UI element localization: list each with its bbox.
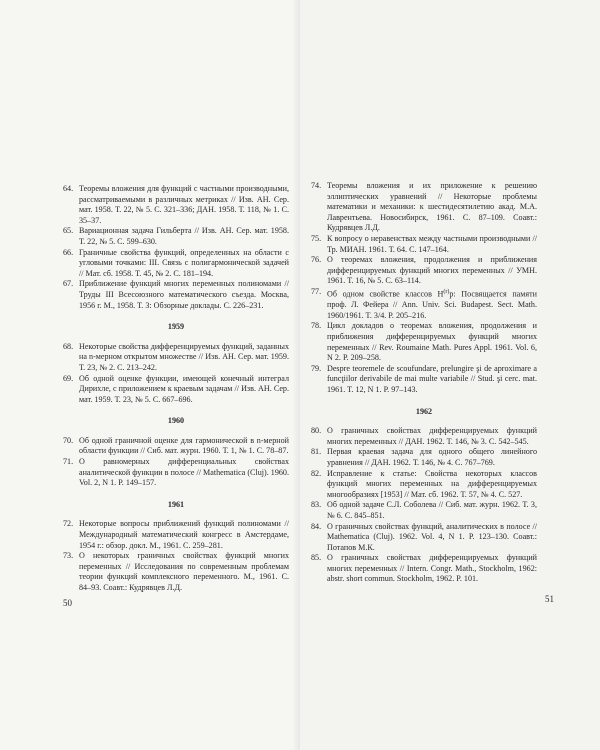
entry-text: Об одной оценке функции, имеющей конечный интеграл Дирихле, с приложением к краевым задачам // Изв. АН. Сер. мат. 1959. Т. 23, № 5. С. 667–696.	[79, 373, 289, 404]
entry-number: 67.	[63, 279, 74, 289]
entry-number: 76.	[311, 255, 322, 265]
entry-number: 78.	[311, 321, 322, 331]
entry-text: О теоремах вложения, продолжения и приближения дифференцируемых функций многих переменных // УМН. 1961. Т. 16, № 5. С. 63–114.	[327, 255, 537, 286]
page-number-left: 50	[63, 598, 72, 608]
entry-text: Первая краевая задача для одного общего линейного уравнения // ДАН. 1962. Т. 146, № 4. С. 767–769.	[327, 447, 537, 467]
bib-entry	[311, 181, 537, 234]
entry-number: 74.	[311, 181, 322, 190]
entry-text: Вариационная задача Гильберта // Изв. АН. Сер. мат. 1958. Т. 22, № 5. С. 599–630.	[79, 226, 289, 246]
entry-number: 70.	[63, 435, 74, 445]
entry-text: О граничных свойствах функций, аналитических в полосе // Mathematica (Cluj). 1962. Vol. 4, N 1. P. 123–130. Соавт.: Потапов М.К.	[327, 521, 537, 552]
bib-entry	[63, 342, 289, 374]
entry-number: 79.	[311, 363, 322, 373]
entry-text: Приближение функций многих переменных полиномами // Труды III Всесоюзного математического съезда. Москва, 1956 г. М., 1958. Т. 3: Обзорные доклады. С. 226–231.	[79, 279, 289, 310]
entry-superscript: (r)	[443, 288, 450, 295]
page-number-right: 51	[545, 594, 554, 604]
bib-entry	[311, 447, 537, 468]
entry-number: 82.	[311, 468, 322, 478]
entry-number: 77.	[311, 286, 322, 296]
entry-text: К вопросу о неравенствах между частными производными // Тр. МИАН. 1961. Т. 64. С. 147–164.	[327, 233, 537, 254]
entry-number: 80.	[311, 426, 322, 436]
entry-number: 66.	[63, 247, 74, 257]
bib-entry	[63, 374, 289, 406]
entry-number: 75.	[311, 233, 322, 243]
entry-text: Цикл докладов о теоремах вложения, продолжения и приближения дифференцируемых функций многих переменных // Rev. Roumaine Math. Pures Appl. 1961. Vol. 6, N 2. P. 209–258.	[327, 321, 537, 363]
bib-entry	[311, 426, 537, 447]
entry-text: О равномерных дифференциальных свойствах аналитической функции в полосе // Mathematica (Cluj). 1960. Vol. 2, N 1. P. 149–157.	[79, 457, 289, 488]
entry-number: 65.	[63, 226, 74, 236]
bib-entry	[311, 234, 537, 255]
entry-text-before: Об одном свойстве классов H	[327, 289, 444, 299]
year-heading-1960: 1960	[167, 416, 185, 426]
entry-text: Об одной граничной оценке для гармонической в n-мерной области функции // Сиб. мат. журн. 1960. Т. 1, № 1. С. 78–87.	[79, 435, 289, 456]
entry-number: 73.	[63, 551, 74, 561]
entry-text: Некоторые вопросы приближений функций полиномами // Международный математический конгресс в Амстердаме, 1954 г.: обзор. докл. М., 1961. С. 259–281.	[79, 519, 289, 550]
entry-number: 64.	[63, 184, 74, 193]
bib-entry	[63, 184, 289, 226]
entry-text: Despre teoremele de scoufundare, prelungire şi de aproximare a funcţiilor derivabile de mai multe variabile // Stud. şi cerc. mat. 1961. T. 12, N 1. P. 97–143.	[327, 363, 537, 394]
year-heading-1962: 1962	[415, 406, 433, 416]
bib-entry	[63, 519, 289, 551]
year-heading-1959: 1959	[167, 322, 185, 332]
entry-text: Граничные свойства функций, определенных на области с угловыми точками: III. Связь с полигармонической задачей // Мат. сб. 1958. Т. 45, № 2. С. 181–194.	[79, 247, 289, 278]
bib-entry	[311, 500, 537, 521]
bib-entry	[63, 248, 289, 280]
entry-text: О граничных свойствах дифференцируемых функций многих переменных // ДАН. 1962. Т. 146, № 3. С. 542–545.	[327, 426, 537, 446]
entry-text: Теоремы вложения и их приложение к решению эллиптических уравнений // Некоторые проблемы математики и механики: к шестидесятилетию акад. М.А. Лаврентьева. Новосибирск, 1961. С. 87–109. Соавт.: Кудрявцев Л.Д.	[327, 181, 537, 233]
bib-entry	[311, 469, 537, 501]
entry-number: 72.	[63, 519, 74, 529]
bib-entry	[63, 226, 289, 247]
bib-entry	[311, 287, 537, 321]
bib-entry	[311, 255, 537, 287]
bib-entry	[311, 321, 537, 363]
entry-number: 71.	[63, 457, 74, 467]
entry-text: О граничных свойствах дифференцируемых функций многих переменных // Intern. Congr. Math., Stockholm, 1962: abstr. short commun. Stockholm, 1962. P. 101.	[327, 553, 537, 584]
entry-text: Об одной задаче С.Л. Соболева // Сиб. мат. журн. 1962. Т. 3, № 6. С. 845–851.	[327, 500, 537, 520]
bib-entry	[311, 522, 537, 554]
bib-entry	[311, 553, 537, 585]
entry-text: Теоремы вложения для функций с частными производными, рассматриваемыми в различных метриках // Изв. АН. Сер. мат. 1958. Т. 22, № 5. С. 321–336; ДАН. 1958. Т. 118, № 1. С. 35–37.	[79, 184, 289, 225]
entry-number: 83.	[311, 500, 322, 510]
year-heading-1961: 1961	[167, 499, 185, 509]
entry-number: 81.	[311, 447, 322, 457]
bib-entry	[63, 457, 289, 489]
bib-entry	[63, 279, 289, 311]
entry-number: 69.	[63, 373, 74, 383]
entry-text: Исправление к статье: Свойства некоторых классов функций многих переменных на дифференцируемых многообразиях [1953] // Мат. сб. 1962. Т. 57, № 4. С. 527.	[327, 468, 537, 499]
right-column	[311, 181, 537, 585]
bib-entry	[63, 551, 289, 593]
entry-text: Некоторые свойства дифференцируемых функций, заданных на n-мерном открытом множестве // Изв. АН. Сер. мат. 1959. Т. 23, № 2. С. 213–242.	[79, 341, 289, 372]
entry-number: 85.	[311, 553, 322, 563]
bib-entry	[311, 364, 537, 396]
entry-number: 84.	[311, 521, 322, 531]
bib-entry	[63, 436, 289, 457]
entry-text-after: p: Посвящается памяти проф. Л. Фейера // Ann. Univ. Sci. Budapest. Sect. Math. 1960/1961. T. 3/4. P. 205–216.	[327, 289, 537, 320]
left-column	[63, 184, 289, 594]
entry-number: 68.	[63, 341, 74, 351]
right-page	[300, 0, 600, 750]
entry-text: О некоторых граничных свойствах функций многих переменных // Исследования по современным проблемам теории функций комплексного переменного. М., 1961. С. 84–93. Соавт.: Кудрявцев Л.Д.	[79, 551, 289, 592]
